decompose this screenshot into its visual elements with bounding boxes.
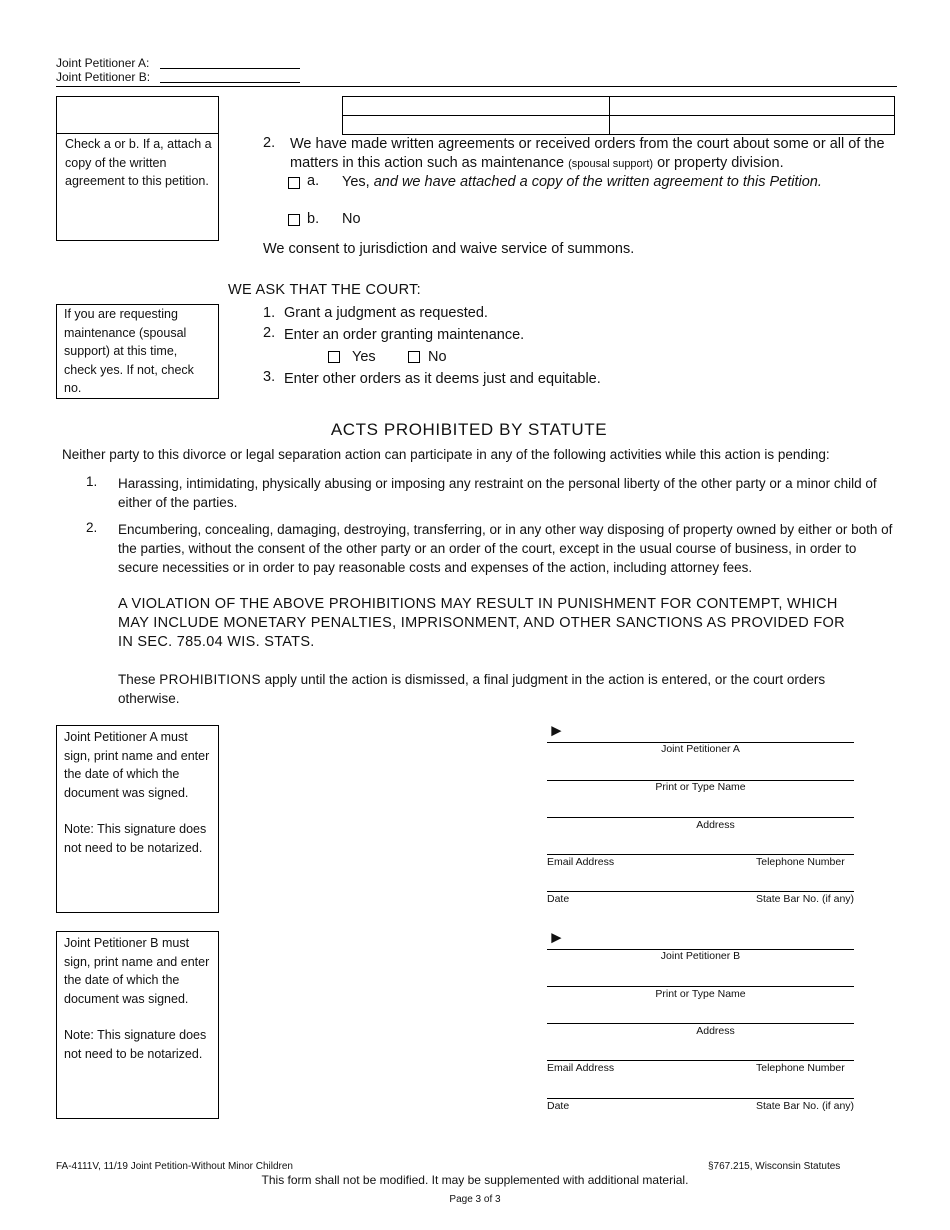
email-phone-b-line[interactable] <box>547 1060 854 1061</box>
header-rule <box>56 86 897 87</box>
ask-item2-number: 2. <box>263 325 276 341</box>
acts-title: ACTS PROHIBITED BY STATUTE <box>330 420 608 439</box>
address-a-line[interactable] <box>547 817 854 818</box>
maintenance-note: If you are requesting maintenance (spousal support) at this time, check yes. If not, check no. <box>56 304 219 399</box>
print-name-b-line[interactable] <box>547 986 854 987</box>
bar-b-label: State Bar No. (if any) <box>756 1100 855 1112</box>
page-number: Page 3 of 3 <box>449 1194 501 1205</box>
signature-b-label: Joint Petitioner B <box>660 950 741 962</box>
maintenance-yes-checkbox[interactable] <box>328 351 340 363</box>
ask-heading: WE ASK THAT THE COURT: <box>228 282 421 298</box>
date-b-line[interactable] <box>547 1098 854 1099</box>
acts-these <box>118 670 878 708</box>
address-a-label: Address <box>696 819 735 831</box>
date-b-label: Date <box>547 1100 570 1112</box>
item2-text-small: (spousal support) <box>568 158 654 170</box>
note-divider <box>57 133 218 134</box>
address-b-label: Address <box>696 1025 735 1037</box>
sign-a-note-box <box>56 725 219 913</box>
note-label: Note: <box>64 1028 94 1042</box>
ask-item1-number: 1. <box>263 305 276 321</box>
ask-item3: Enter other orders as it deems just and equitable. <box>284 371 601 387</box>
email-a-label: Email Address <box>547 856 615 868</box>
date-a-label: Date <box>547 893 570 905</box>
option-a-checkbox[interactable] <box>288 177 300 189</box>
signature-a-label: Joint Petitioner A <box>661 743 740 755</box>
these-b: apply until the action is dismissed, a final judgment in the action is entered, or the court orders otherwise. <box>118 672 826 706</box>
these-caps: PROHIBITIONS <box>159 672 261 687</box>
maintenance-no-checkbox[interactable] <box>408 351 420 363</box>
acts-p1: Harassing, intimidating, physically abusing or imposing any restraint on the personal liberty of the other party or a minor child of either of the parties. <box>118 476 877 510</box>
acts-p2-number: 2. <box>86 520 98 535</box>
case-info-table <box>342 96 895 135</box>
option-b-text: No <box>342 211 361 227</box>
petitioner-a-label: Joint Petitioner A: <box>56 56 150 70</box>
sign-a-note: Joint Petitioner A must sign, print name and enter the date of which the document was signed. <box>64 730 210 800</box>
table-divider <box>343 115 894 116</box>
print-name-b-label: Print or Type Name <box>655 988 746 1000</box>
sign-b-note-box <box>56 931 219 1119</box>
option-b-letter: b. <box>307 211 320 227</box>
option-a-italic: and we have attached a copy of the written agreement to this Petition. <box>373 174 822 190</box>
item2-text-a: We have made written agreements or received orders from the court about some or all of the matters in this action such as maintenance <box>290 136 885 171</box>
item2-text <box>290 135 895 174</box>
email-b-label: Email Address <box>547 1062 615 1074</box>
note-label: Note: <box>64 822 94 836</box>
acts-p2: Encumbering, concealing, damaging, destroying, transferring, or in any other way disposing of property owned by either or both of the parties, without the consent of the other party or an order of the court, except in the usual course of business, in order to secure necessities or in order to pay reasonable costs and expenses of the action, including attorney fees. <box>118 522 893 575</box>
item2-text-b: or property division. <box>653 155 784 171</box>
phone-b-label: Telephone Number <box>756 1062 845 1074</box>
sign-b-note: Joint Petitioner B must sign, print name and enter the date of which the document was signed. <box>64 936 210 1006</box>
petitioner-b-field[interactable] <box>160 82 300 83</box>
option-a-text <box>342 173 842 192</box>
ask-item3-number: 3. <box>263 369 276 385</box>
footer-notice: This form shall not be modified. It may be supplemented with additional material. <box>261 1173 689 1187</box>
bar-a-label: State Bar No. (if any) <box>756 893 855 905</box>
petitioner-a-field[interactable] <box>160 68 300 69</box>
phone-a-label: Telephone Number <box>756 856 845 868</box>
sign-b-notarize <box>64 1026 211 1063</box>
statute-ref: §767.215, Wisconsin Statutes <box>708 1161 841 1172</box>
option-b-checkbox[interactable] <box>288 214 300 226</box>
these-a: These <box>118 672 160 687</box>
agreement-note: Check a or b. If a, attach a copy of the written agreement to this petition. <box>65 137 212 188</box>
maintenance-yes-label: Yes <box>352 349 376 365</box>
agreement-note-box <box>56 96 219 241</box>
option-a-letter: a. <box>307 173 320 189</box>
maintenance-no-label: No <box>428 349 447 365</box>
acts-intro: Neither party to this divorce or legal separation action can participate in any of the following activities while this action is pending: <box>62 447 830 462</box>
ask-item1: Grant a judgment as requested. <box>284 305 488 321</box>
sign-arrow-icon: ► <box>548 928 565 947</box>
note-text: This signature does not need to be notarized. <box>64 1028 207 1061</box>
ask-item2: Enter an order granting maintenance. <box>284 327 525 343</box>
address-b-line[interactable] <box>547 1023 854 1024</box>
option-a-yes: Yes, <box>342 174 374 190</box>
acts-warning: A VIOLATION OF THE ABOVE PROHIBITIONS MAY RESULT IN PUNISHMENT FOR CONTEMPT, WHICH MAY INCLUDE MONETARY PENALTIES, IMPRISONMENT, AND OTHER SANCTIONS AS PROVIDED FOR IN SEC. 785.04 WIS. STATS. <box>118 596 845 650</box>
item2-number: 2. <box>263 135 276 151</box>
date-a-line[interactable] <box>547 891 854 892</box>
print-name-a-label: Print or Type Name <box>655 781 746 793</box>
acts-p1-number: 1. <box>86 474 98 489</box>
sign-arrow-icon: ► <box>548 721 565 740</box>
note-text: This signature does not need to be notarized. <box>64 822 207 855</box>
petitioner-b-label: Joint Petitioner B: <box>56 70 151 84</box>
sign-a-notarize <box>64 820 211 857</box>
consent-text: We consent to jurisdiction and waive service of summons. <box>263 241 635 257</box>
email-phone-a-line[interactable] <box>547 854 854 855</box>
form-id: FA-4111V, 11/19 Joint Petition-Without Minor Children <box>56 1161 293 1172</box>
